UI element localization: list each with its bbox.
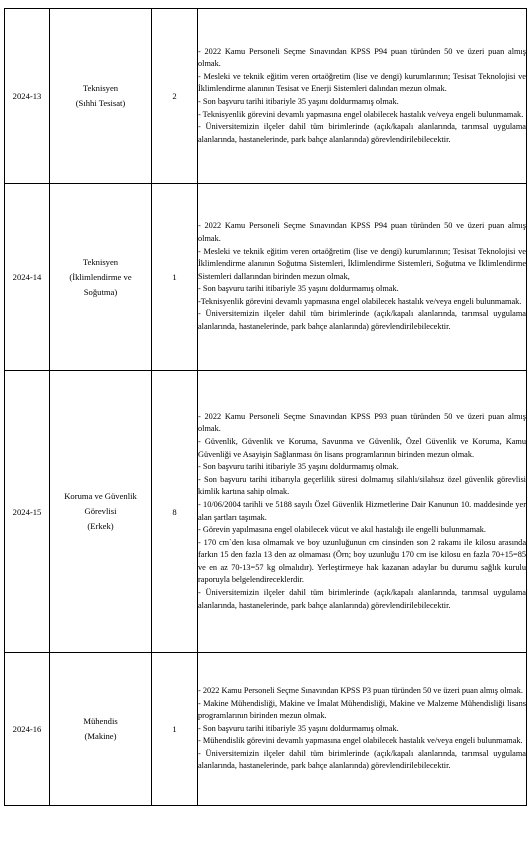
requirements-cell <box>198 184 527 371</box>
requirement-item: - Üniversitemizin ilçeler dahil tüm birimlerinde (açık/kapalı alanlarında, tarımsal uygulama alanlarında, hastanelerinde, park bahçe alanlarında) görevlendirilebilecektir. <box>198 588 526 610</box>
requirement-item: - 170 cm`den kısa olmamak ve boy uzunluğunun cm cinsinden son 2 rakamı ile kilosu arasında farkın 15 den fazla 13 den az olmaması (Örn; boy uzunluğu 170 cm ise kilosu en fazla 70+15=85 ve en az 70-13=57 kg olmalıdır). Yerleştirmeye hak kazanan adaylar bu durumu sağlık kurulu raporuyla belgelendireceklerdir. <box>198 537 526 585</box>
position-title-line: Koruma ve Güvenlik <box>64 491 137 501</box>
position-title <box>50 9 152 184</box>
position-code: 2024-13 <box>5 9 50 184</box>
requirement-item: - Mesleki ve teknik eğitim veren ortaöğretim (lise ve dengi) kurumlarının; Tesisat Teknolojisi ve İklimlendirme alanının Soğutma Sistemleri, İklimlendirme Sistemleri, Soğutma ve İklimlendirme Sistemleri dallarından birinden mezun olmak, <box>198 246 526 281</box>
requirement-item: - Son başvuru tarihi itibariyle 35 yaşını doldurmamış olmak. <box>198 284 399 294</box>
requirement-item: - Mühendislik görevini devamlı yapmasına engel olabilecek hastalık ve/veya engeli bulunmamak. <box>198 736 523 746</box>
table-row <box>5 653 527 806</box>
requirements-cell <box>198 371 527 653</box>
position-count: 1 <box>152 653 198 806</box>
position-code: 2024-16 <box>5 653 50 806</box>
position-title-line: Soğutma) <box>83 286 118 297</box>
requirement-item: - Üniversitemizin ilçeler dahil tüm birimlerinde (açık/kapalı alanlarında, tarımsal uygulama alanlarında, hastanelerinde, park bahçe alanlarında) görevlendirilebilecektir. <box>198 309 526 332</box>
position-title <box>50 653 152 806</box>
requirement-item: - Son başvuru tarihi itibariyle 35 yaşını doldurmamış olmak. <box>198 462 399 472</box>
requirement-item: - Görevin yapılmasına engel olabilecek vücut ve akıl hastalığı ile engelli bulunmamak. <box>198 525 486 535</box>
position-title-line: (Sıhhi Tesisat) <box>75 98 126 108</box>
table-row <box>5 9 527 184</box>
requirement-item: - 2022 Kamu Personeli Seçme Sınavından KPSS P3 puan türünden 50 ve üzeri puan almış olmak. <box>198 685 523 695</box>
requirement-item: - Güvenlik, Güvenlik ve Koruma, Savunma ve Güvenlik, Özel Güvenlik ve Koruma, Kamu Güvenliği ve Asayişin Sağlanması ön lisans programlarının birinden mezun olmak. <box>198 436 526 459</box>
requirement-item: - Üniversitemizin ilçeler dahil tüm birimlerinde (açık/kapalı alanlarında, tarımsal uygulama alanlarında, hastanelerinde, park bahçe alanlarında) görevlendirilebilecektir. <box>198 122 526 144</box>
requirement-item: - Teknisyenlik görevini devamlı yapmasına engel olabilecek hastalık ve/veya engeli bulunmamak. <box>198 109 524 119</box>
table-row <box>5 371 527 653</box>
requirement-item: - Son başvuru tarihi itibariyle 35 yaşını doldurmamış olmak. <box>198 723 399 733</box>
requirement-item: - Makine Mühendisliği, Makine ve İmalat Mühendisliği, Makine ve Malzeme Mühendisliği lisans programlarının birinden mezun olmak. <box>198 698 526 721</box>
position-title <box>50 371 152 653</box>
requirements-cell <box>198 653 527 806</box>
requirement-item: - 2022 Kamu Personeli Seçme Sınavından KPSS P93 puan türünden 50 ve üzeri puan almış olmak. <box>198 411 526 434</box>
requirements-cell <box>198 9 527 184</box>
position-title <box>50 184 152 371</box>
requirement-item: - 10/06/2004 tarihli ve 5188 sayılı Özel Güvenlik Hizmetlerine Dair Kanunun 10. maddesinde yer alan şartları taşımak. <box>198 499 526 522</box>
position-code: 2024-14 <box>5 184 50 371</box>
position-title-line: Teknisyen <box>82 256 119 267</box>
table-row <box>5 184 527 371</box>
position-title-line: (Makine) <box>84 731 117 741</box>
position-title-line: (İklimlendirme ve <box>69 271 132 282</box>
requirement-item: - Üniversitemizin ilçeler dahil tüm birimlerinde (açık/kapalı alanlarında, tarımsal uygulama alanlarında, hastanelerinde, park bahçe alanlarında) görevlendirilebilecektir. <box>198 748 526 771</box>
requirement-item: - Mesleki ve teknik eğitim veren ortaöğretim (lise ve dengi) kurumlarının; Tesisat Teknolojisi ve İklimlendirme alanının Tesisat ve Enerji Sistemleri dalından mezun olmak. <box>198 71 526 94</box>
positions-table <box>4 8 527 806</box>
position-count: 2 <box>152 9 198 184</box>
requirement-item: - 2022 Kamu Personeli Seçme Sınavından KPSS P94 puan türünden 50 ve üzeri puan almış olmak. <box>198 46 526 69</box>
requirement-item: - Son başvuru tarihi itibariyle 35 yaşını doldurmamış olmak. <box>198 97 399 106</box>
position-code: 2024-15 <box>5 371 50 653</box>
position-title-line: (Erkek) <box>87 521 114 531</box>
requirement-item: - 2022 Kamu Personeli Seçme Sınavından KPSS P94 puan türünden 50 ve üzeri puan almış olmak. <box>198 221 526 243</box>
position-count: 8 <box>152 371 198 653</box>
requirement-item: - Son başvuru tarihi itibarıyla geçerlilik süresi dolmamış silahlı/silahsız özel güvenlik görevlisi kimlik kartına sahip olmak. <box>198 474 526 497</box>
requirement-item: -Teknisyenlik görevini devamlı yapmasına engel olabilecek hastalık ve/veya engeli bulunmamak. <box>198 296 522 306</box>
position-title-line: Teknisyen <box>82 83 119 93</box>
position-title-line: Görevlisi <box>84 506 117 516</box>
position-title-line: Mühendis <box>83 716 118 726</box>
position-count: 1 <box>152 184 198 371</box>
